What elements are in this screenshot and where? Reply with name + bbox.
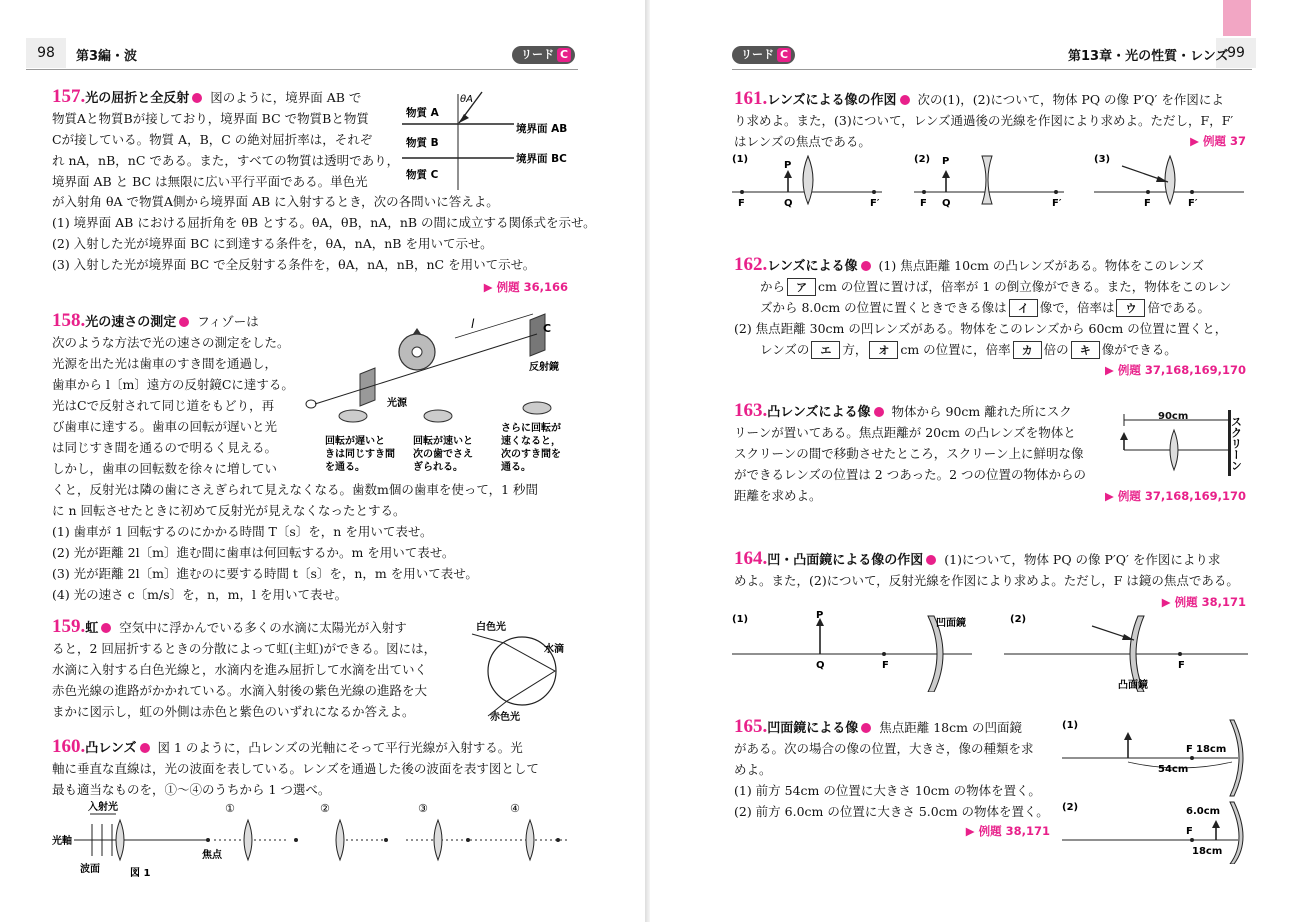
caption-3-line-1: さらに回転が xyxy=(501,423,561,434)
wavefront-label: 波面 xyxy=(80,864,100,875)
question-1: (1) 前方 54cm の位置に大きさ 10cm の物体を置く。 xyxy=(734,783,1041,798)
example-reference: ▶ 例題 38,171 xyxy=(965,824,1050,838)
problem-title: 凹面鏡による像 xyxy=(767,721,859,736)
focus-point xyxy=(740,190,744,194)
mirror-c-label: C xyxy=(543,322,552,335)
p-label: P xyxy=(942,156,950,167)
q-label: Q xyxy=(942,198,951,209)
problem-157 xyxy=(52,86,412,192)
caption-1-line-2: きは同じすき間 xyxy=(325,449,395,460)
answer-box-o: オ xyxy=(869,341,898,359)
d54-label: 54cm xyxy=(1158,764,1189,775)
problem-159 xyxy=(52,616,462,722)
gear-tooth xyxy=(413,328,421,334)
distance-line xyxy=(455,314,533,338)
subfigure-2-label: (2) xyxy=(1062,802,1079,813)
text-line: 歯車から l〔m〕遠方の反射鏡Cに達する。 xyxy=(52,377,294,392)
lens-option-3 xyxy=(434,820,442,860)
problem-title: 凸レンズによる像 xyxy=(767,405,871,420)
text-line: 図のように，境界面 AB で xyxy=(210,90,362,105)
f-label: F xyxy=(1144,198,1151,209)
focus-point xyxy=(1146,190,1150,194)
incident-light-label: 入射光 xyxy=(88,802,118,813)
badge-mark: C xyxy=(557,48,571,62)
subfigure-1-label: (1) xyxy=(1062,720,1079,731)
concave-lens xyxy=(982,156,992,204)
d6-label: 6.0cm xyxy=(1186,806,1221,817)
white-light-label: 白色光 xyxy=(476,622,506,633)
focus-point xyxy=(1190,190,1194,194)
text-line: れ nA，nB，nC である。また，すべての物質は透明であり， xyxy=(52,153,400,168)
text-line: り求めよ。また，(3)について，レンズ通過後の光線を作図により求めよ。ただし，F，F′ xyxy=(734,113,1234,128)
problem-164 xyxy=(734,548,1254,591)
lens-option-4 xyxy=(526,820,534,860)
right-page xyxy=(650,0,1300,922)
answer-box-ki: キ xyxy=(1071,341,1100,359)
badge-label: リード xyxy=(741,48,774,61)
text-line: 次の(1)，(2)について，物体 PQ の像 P′Q′ を作図によ xyxy=(917,92,1224,107)
difficulty-dot-icon xyxy=(179,317,189,327)
option-4-label: ④ xyxy=(510,802,520,815)
answer-box-e: エ xyxy=(811,341,840,359)
text-line: ると，2 回屈折するときの分散によって虹(主虹)ができる。図には， xyxy=(52,641,437,656)
focus-point xyxy=(206,838,210,842)
screen-figure xyxy=(1116,406,1256,482)
subfigure-2-label: (2) xyxy=(914,154,931,165)
header-rule xyxy=(732,69,1252,70)
text-line: に n 回転させたときに初めて反射光が見えなくなったとする。 xyxy=(52,503,406,518)
white-ray xyxy=(472,634,504,643)
text-line: しかし，歯車の回転数を徐々に増してい xyxy=(52,461,278,476)
f-label: F xyxy=(920,198,927,209)
eye-icon xyxy=(306,400,316,408)
text-line: 軸に垂直な直線は，光の波面を表している。レンズを通過した後の波面を表す図として xyxy=(52,761,539,776)
theta-label: θA xyxy=(460,94,473,105)
question-4: (4) 光の速さ c〔m/s〕を，n，m，l を用いて表せ。 xyxy=(52,587,348,602)
convex-lens-1 xyxy=(803,156,813,204)
problem-title: 凸レンズ xyxy=(85,741,137,756)
problem-title: 光の屈折と全反射 xyxy=(85,91,190,106)
ray-arrow xyxy=(459,114,469,123)
caption-3-line-3: 次のすき間を xyxy=(501,449,561,460)
example-reference: ▶ 例題 37,168,169,170 xyxy=(1105,363,1246,377)
problem-number: 160. xyxy=(52,736,86,757)
subfigure-3-label: (3) xyxy=(1094,154,1111,165)
f-label: F xyxy=(1186,744,1193,755)
gear-detail-1 xyxy=(339,410,367,422)
question-2: (2) 入射した光が境界面 BC に到達する条件を，θA，nA，nB を用いて示せ。 xyxy=(52,236,493,251)
difficulty-dot-icon xyxy=(140,743,150,753)
text-line: くと，反射光は隣の歯にさえぎられて見えなくなる。歯数m個の歯車を使って，1 秒間 xyxy=(52,482,539,497)
text-line: 境界面 AB と BC は無限に広い平行平面である。単色光 xyxy=(52,174,368,189)
f-prime-label: F′ xyxy=(870,198,880,209)
header-rule xyxy=(26,69,578,70)
focus-point xyxy=(1054,190,1058,194)
text-line: リーンが置いてある。焦点距離が 20cm の凸レンズを物体と xyxy=(734,425,1076,440)
problem-title: 凹・凸面鏡による像の作図 xyxy=(767,553,924,568)
difficulty-dot-icon xyxy=(874,407,884,417)
distance-label: 90cm xyxy=(1158,411,1189,422)
text-line: ができるレンズの位置は 2 つあった。2 つの位置の物体からの xyxy=(734,467,1087,482)
text-fragment: 像ができる。 xyxy=(1101,342,1177,357)
difficulty-dot-icon xyxy=(861,261,871,271)
example-reference: ▶ 例題 37 xyxy=(1190,134,1246,148)
text-line: めよ。また，(2)について，反射光線を作図により求めよ。ただし，F は鏡の焦点である。 xyxy=(734,573,1239,588)
text-line: (1)について，物体 PQ の像 P′Q′ を作図により求 xyxy=(944,552,1221,567)
page-number: 98 xyxy=(26,38,66,68)
example-reference: ▶ 例題 37,168,169,170 xyxy=(1105,489,1246,503)
answer-box-i: イ xyxy=(1009,299,1038,317)
problem-158 xyxy=(52,310,302,479)
text-line: Cが接している。物質 A，B，C の絶対屈折率は，それぞ xyxy=(52,132,373,147)
header-title: 第3編・波 xyxy=(76,49,138,64)
interface-figure xyxy=(402,86,582,196)
arrow-head xyxy=(1120,432,1128,440)
subfigure-1-label: (1) xyxy=(732,614,749,625)
gear-detail-2 xyxy=(424,410,452,422)
option-2-label: ② xyxy=(320,802,330,815)
problem-title: レンズによる像 xyxy=(767,259,858,274)
subfigure-1-label: (1) xyxy=(732,154,749,165)
focus-point xyxy=(1178,652,1182,656)
answer-box-a: ア xyxy=(787,278,816,296)
header-title: 第13章・光の性質・レンズ xyxy=(1068,49,1229,64)
text-line: 物体から 90cm 離れた所にスク xyxy=(891,404,1072,419)
q-label: Q xyxy=(816,660,825,671)
distance-l-label: l xyxy=(471,317,475,331)
arrow-head xyxy=(784,170,792,178)
problem-number: 162. xyxy=(734,254,768,275)
text-fragment: 倍の xyxy=(1043,342,1069,357)
problem-number: 164. xyxy=(734,548,768,569)
level-badge xyxy=(732,46,795,64)
page-tab xyxy=(1223,0,1251,36)
text-line: フィゾーは xyxy=(197,314,259,329)
focus-point xyxy=(466,838,470,842)
f-label: F xyxy=(738,198,745,209)
option-3-label: ③ xyxy=(418,802,428,815)
material-a-label: 物質 A xyxy=(406,107,439,119)
concave-mirror-figure xyxy=(1062,714,1250,864)
text-line: はレンズの焦点である。 xyxy=(734,134,871,149)
text-line: が入射角 θA で物質A側から境界面 AB に入射するとき，次の各問いに答えよ。 xyxy=(52,194,499,209)
rainbow-figure xyxy=(462,616,582,721)
level-badge xyxy=(512,46,575,64)
question-2: (2) 前方 6.0cm の位置に大きさ 5.0cm の物体を置く。 xyxy=(734,804,1049,819)
difficulty-dot-icon xyxy=(900,95,910,105)
text-line: がある。次の場合の像の位置，大きさ，像の種類を求 xyxy=(734,741,1034,756)
text-line: めよ。 xyxy=(734,762,772,777)
source-label: 光源 xyxy=(387,398,407,409)
q-label: Q xyxy=(784,198,793,209)
optical-axis-label: 光軸 xyxy=(52,836,72,847)
caption-2-line-3: ぎられる。 xyxy=(413,462,463,473)
question-2: (2) 光が距離 2l〔m〕進む間に歯車は何回転するか。m を用いて表せ。 xyxy=(52,545,455,560)
red-light-label: 赤色光 xyxy=(490,712,520,721)
text-line: び歯車に達する。歯車の回転が遅いと光 xyxy=(52,419,278,434)
lens-drawing-figure xyxy=(732,150,1252,210)
text-fragment: レンズの xyxy=(760,342,810,357)
question-1: (1) 歯車が 1 回転するのにかかる時間 T〔s〕を，n を用いて表せ。 xyxy=(52,524,433,539)
example-reference: ▶ 例題 36,166 xyxy=(483,280,568,294)
text-fragment: cm の位置に，倍率 xyxy=(900,342,1011,357)
lens-fig1 xyxy=(116,820,124,860)
problem-number: 165. xyxy=(734,716,768,737)
text-line: 空気中に浮かんでいる多くの水滴に太陽光が入射す xyxy=(119,620,407,635)
arrow-head xyxy=(1124,732,1132,740)
lens-option-1 xyxy=(244,820,252,860)
text-fragment: 像で，倍率は xyxy=(1039,300,1115,315)
text-line: 焦点距離 18cm の凹面鏡 xyxy=(879,720,1022,735)
text-line: 最も適当なものを，①〜④のうちから 1 つ選べ。 xyxy=(52,782,331,797)
f18-label: 18cm xyxy=(1192,846,1223,857)
f-label: F xyxy=(1186,826,1193,837)
boundary-ab-label: 境界面 AB xyxy=(516,123,568,135)
text-line: (2) 焦点距離 30cm の凹レンズがある。物体をこのレンズから 60cm の位置に置くと， xyxy=(734,321,1228,336)
f-label: F xyxy=(1178,660,1185,671)
answer-box-u: ウ xyxy=(1116,299,1145,317)
boundary-bc-label: 境界面 BC xyxy=(516,153,567,165)
focus-point xyxy=(1190,838,1194,842)
f-prime-label: F′ xyxy=(1188,198,1198,209)
problem-title: レンズによる像の作図 xyxy=(767,93,897,108)
text-line: (1) 焦点距離 10cm の凸レンズがある。物体をこのレンズ xyxy=(878,258,1205,273)
focus-point xyxy=(1190,756,1194,760)
convex-lens xyxy=(1170,430,1178,470)
gear-hub xyxy=(412,347,422,357)
option-1-label: ① xyxy=(225,802,235,815)
mirror-label: 反射鏡 xyxy=(529,362,559,373)
question-1: (1) 境界面 AB における屈折角を θB とする。θA，θB，nA，nB の間に成立する関係式を示せ。 xyxy=(52,215,596,230)
p-label: P xyxy=(816,610,824,621)
badge-label: リード xyxy=(521,48,554,61)
difficulty-dot-icon xyxy=(926,555,936,565)
f-label: F xyxy=(882,660,889,671)
question-3: (3) 光が距離 2l〔m〕進むのに要する時間 t〔s〕を，n，m を用いて表せ。 xyxy=(52,566,478,581)
mirror-drawing-figure xyxy=(732,610,1252,692)
caption-3-line-4: 通る。 xyxy=(501,462,531,473)
lens-option-2 xyxy=(336,820,344,860)
text-line: まかに図示し，虹の外側は赤色と紫色のいずれになるか答えよ。 xyxy=(52,704,415,719)
water-drop-label: 水滴 xyxy=(544,644,564,655)
problem-number: 158. xyxy=(52,310,86,331)
text-fragment: ズから 8.0cm の位置に置くときできる像は xyxy=(760,300,1007,315)
text-line: 次のような方法で光の速さの測定をした。 xyxy=(52,335,290,350)
problem-157-questions xyxy=(52,191,612,275)
problem-162 xyxy=(734,254,1254,360)
f-prime-label: F′ xyxy=(1052,198,1062,209)
difficulty-dot-icon xyxy=(101,623,111,633)
focus-label: 焦点 xyxy=(202,850,222,861)
text-fragment: cm の位置に置けば，倍率が 1 の倒立像ができる。また，物体をこのレン xyxy=(818,279,1232,294)
text-line: 赤色光線の進路がかかれている。水滴入射後の紫色光線の進路を大 xyxy=(52,683,428,698)
arrow-head xyxy=(942,170,950,178)
badge-mark: C xyxy=(777,48,791,62)
focus-point xyxy=(922,190,926,194)
example-reference: ▶ 例題 38,171 xyxy=(1161,595,1246,609)
answer-box-ka: カ xyxy=(1013,341,1042,359)
question-3: (3) 入射した光が境界面 BC で全反射する条件を，θA，nA，nB，nC を用いて示せ。 xyxy=(52,257,536,272)
caption-1-line-3: を通る。 xyxy=(325,462,365,473)
p-label: P xyxy=(784,160,792,171)
focus-point xyxy=(384,838,388,842)
problem-158-questions xyxy=(52,479,632,605)
screen-label: スクリーン xyxy=(1229,416,1243,471)
material-c-label: 物質 C xyxy=(406,169,439,181)
gear-detail-3 xyxy=(523,402,551,414)
fizeau-figure xyxy=(305,312,595,482)
text-line: 図 1 のように，凸レンズの光軸にそって平行光線が入射する。光 xyxy=(157,740,523,755)
convex-mirror-label: 凸面鏡 xyxy=(1118,680,1148,691)
problem-number: 161. xyxy=(734,88,768,109)
figure-1-label: 図 1 xyxy=(130,868,151,879)
text-line: スクリーンの間で移動させたところ，スクリーン上に鮮明な像 xyxy=(734,446,1084,461)
page-number: 99 xyxy=(1216,38,1256,68)
focus-point xyxy=(556,838,560,842)
problem-163 xyxy=(734,400,1104,506)
concave-mirror xyxy=(1230,802,1243,864)
text-line: 光源を出た光は歯車のすき間を通過し， xyxy=(52,356,278,371)
text-line: 水滴に入射する白色光線と，水滴内を進み屈折して水滴を出ていく xyxy=(52,662,428,677)
text-fragment: 方， xyxy=(842,342,868,357)
difficulty-dot-icon xyxy=(861,723,871,733)
convex-lens-3 xyxy=(1165,156,1175,204)
problem-160 xyxy=(52,736,582,800)
caption-2-line-1: 回転が速いと xyxy=(413,436,473,447)
problem-number: 163. xyxy=(734,400,768,421)
text-line: は同じすき間を通るので明るく見える。 xyxy=(52,440,278,455)
focus-point xyxy=(294,838,298,842)
caption-2-line-2: 次の歯でさえ xyxy=(413,449,473,460)
problem-title: 光の速さの測定 xyxy=(85,315,177,330)
text-fragment: 倍である。 xyxy=(1147,300,1210,315)
f18-label: 18cm xyxy=(1196,744,1227,755)
caption-3-line-2: 速くなると， xyxy=(501,436,561,447)
lens-wavefront-figure xyxy=(50,800,580,880)
focus-point xyxy=(872,190,876,194)
material-b-label: 物質 B xyxy=(406,137,439,149)
text-fragment: から xyxy=(760,279,786,294)
concave-mirror-label: 凹面鏡 xyxy=(936,618,966,629)
subfigure-2-label: (2) xyxy=(1010,614,1027,625)
text-line: 距離を求めよ。 xyxy=(734,488,822,503)
caption-1-line-1: 回転が遅いと xyxy=(325,436,385,447)
difficulty-dot-icon xyxy=(192,93,202,103)
focus-point xyxy=(882,652,886,656)
text-line: 光はCで反射されて同じ道をもどり，再 xyxy=(52,398,275,413)
problem-title: 虹 xyxy=(85,621,99,636)
problem-165 xyxy=(734,716,1064,822)
problem-number: 157. xyxy=(52,86,86,107)
text-line: 物質Aと物質Bが接しており，境界面 BC で物質Bと物質 xyxy=(52,111,369,126)
arrow-head xyxy=(1212,820,1220,828)
problem-number: 159. xyxy=(52,616,86,637)
